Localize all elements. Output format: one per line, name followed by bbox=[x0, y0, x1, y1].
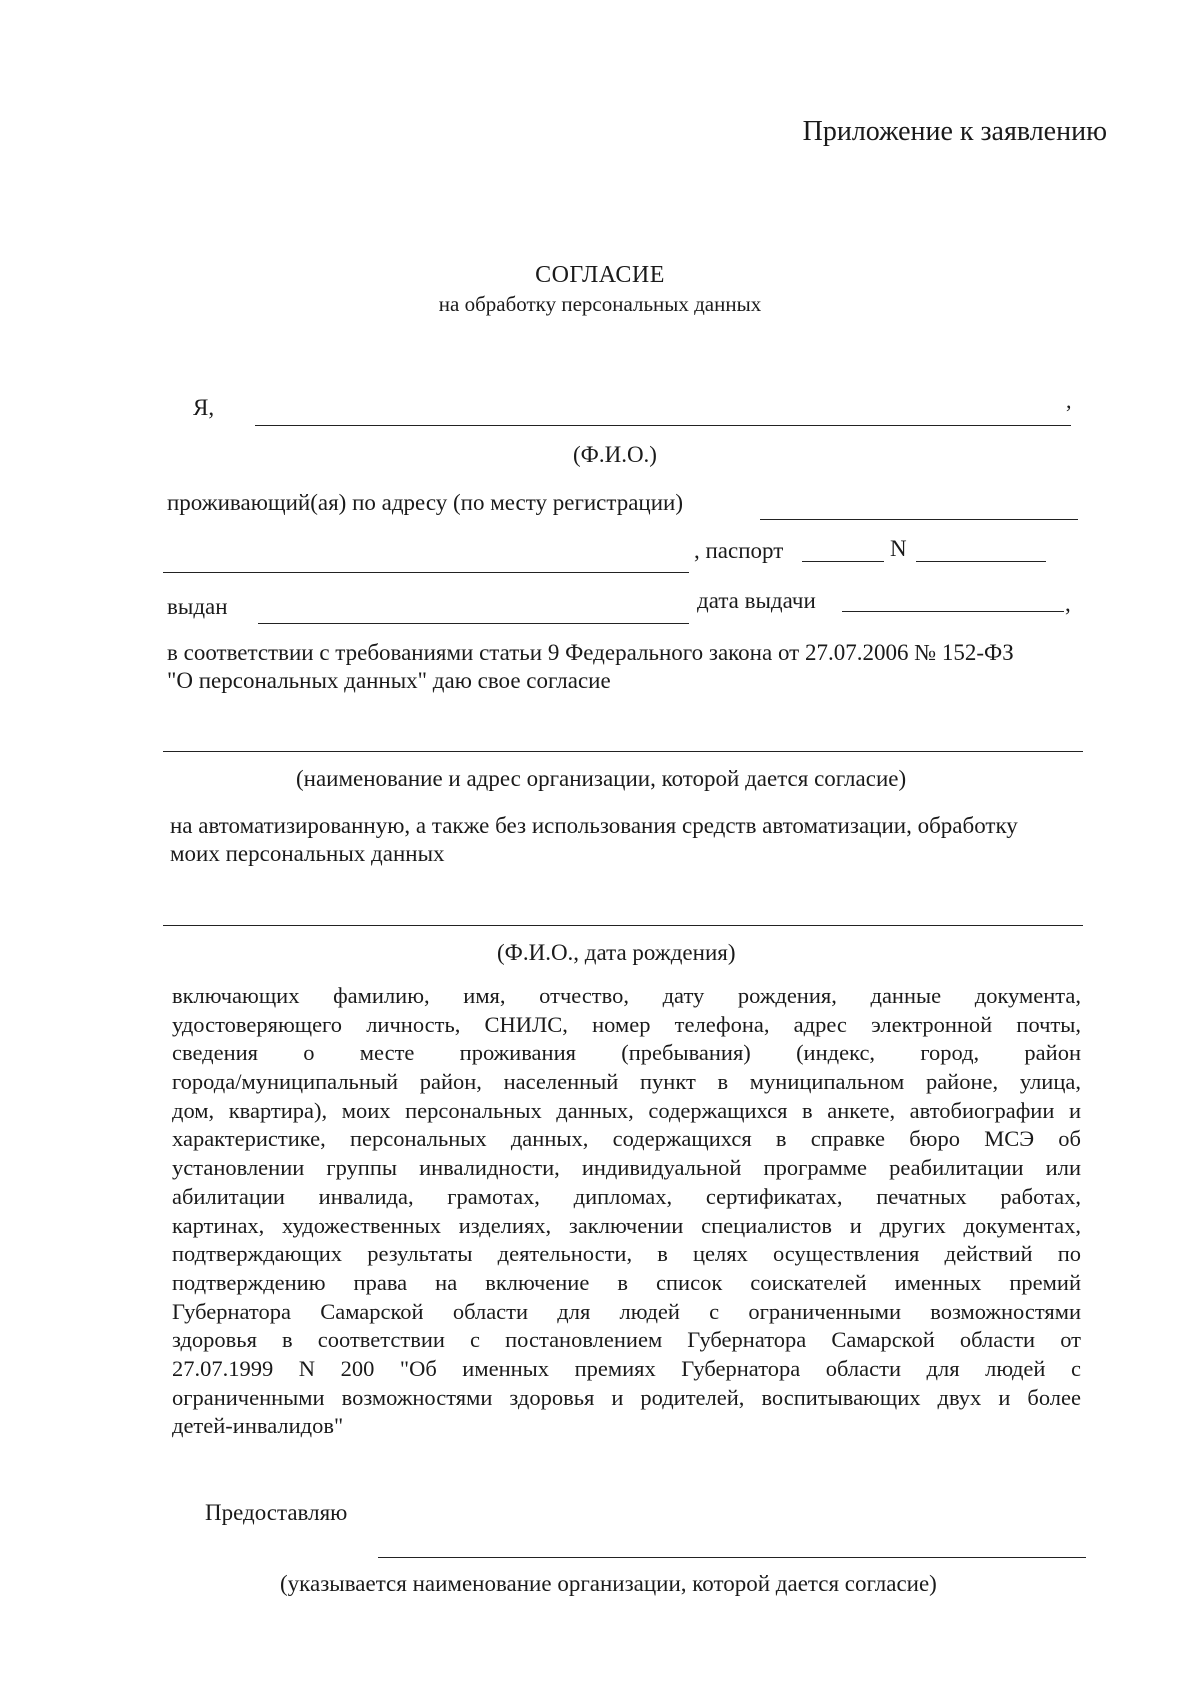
consent-body-text bbox=[172, 982, 1081, 1441]
body-line: дом, квартира), моих персональных данных, содержащихся в анкете, автобиографии и bbox=[172, 1097, 1081, 1123]
body-line: включающих фамилию, имя, отчество, дату рождения, данные документа, bbox=[172, 983, 1081, 1008]
issued-by-blank[interactable] bbox=[258, 623, 689, 624]
body-line: удостоверяющего личность, СНИЛС, номер телефона, адрес электронной почты, bbox=[172, 1011, 1081, 1037]
fio-caption: (Ф.И.О.) bbox=[573, 442, 657, 467]
organization-blank-line[interactable] bbox=[163, 751, 1083, 752]
appendix-label: Приложение к заявлению bbox=[802, 116, 1107, 147]
fio-dob-caption: (Ф.И.О., дата рождения) bbox=[497, 940, 736, 965]
passport-number-blank[interactable] bbox=[916, 561, 1046, 562]
passport-number-sign: N bbox=[890, 536, 907, 561]
address-blank-line-1[interactable] bbox=[760, 519, 1078, 520]
fio-blank-line[interactable] bbox=[255, 425, 1071, 426]
body-line: картинах, художественных изделиях, заключении специалистов и других документах, bbox=[172, 1212, 1081, 1238]
issued-label: выдан bbox=[167, 594, 228, 619]
fio-trailing-comma: , bbox=[1066, 388, 1072, 413]
fio-dob-blank-line[interactable] bbox=[163, 925, 1083, 926]
body-line: подтверждению права на включение в список соискателей именных премий bbox=[172, 1269, 1081, 1295]
consent-line-1: в соответствии с требованиями статьи 9 Федерального закона от 27.07.2006 № 152-ФЗ bbox=[167, 640, 1014, 665]
body-line: детей-инвалидов" bbox=[172, 1413, 344, 1439]
document-subtitle: на обработку персональных данных bbox=[438, 292, 762, 316]
consent-line-2: "О персональных данных" даю свое согласие bbox=[167, 668, 611, 693]
body-line: здоровья в соответствии с постановлением Губернатора Самарской области от bbox=[172, 1327, 1081, 1353]
body-line: сведения о месте проживания (пребывания) (индекс, город, район bbox=[172, 1040, 1081, 1066]
body-line: города/муниципальный район, населенный пункт в муниципальном районе, улица, bbox=[172, 1069, 1081, 1095]
organization-caption: (наименование и адрес организации, которой дается согласие) bbox=[296, 766, 907, 791]
issue-date-label: дата выдачи bbox=[697, 588, 816, 613]
ya-label: Я, bbox=[193, 395, 215, 420]
processing-line-1: на автоматизированную, а также без использования средств автоматизации, обработку bbox=[170, 813, 1018, 838]
document-title: СОГЛАСИЕ bbox=[535, 262, 665, 288]
provide-caption: (указывается наименование организации, которой дается согласие) bbox=[280, 1571, 937, 1596]
body-line: характеристике, персональных данных, содержащихся в справке бюро МСЭ об bbox=[172, 1126, 1081, 1152]
issue-date-comma: , bbox=[1065, 591, 1071, 616]
body-line: подтверждающих результаты деятельности, в целях осуществления действий по bbox=[172, 1241, 1081, 1267]
body-line: ограниченными возможностями здоровья и родителей, воспитывающих двух и более bbox=[172, 1384, 1081, 1410]
address-blank-line-2[interactable] bbox=[163, 572, 689, 573]
processing-line-2: моих персональных данных bbox=[170, 841, 445, 866]
issue-date-blank[interactable] bbox=[842, 611, 1064, 612]
passport-label: , паспорт bbox=[694, 538, 784, 563]
address-label: проживающий(ая) по адресу (по месту регистрации) bbox=[167, 490, 684, 515]
passport-series-blank[interactable] bbox=[802, 561, 884, 562]
body-line: Губернатора Самарской области для людей с ограниченными возможностями bbox=[172, 1298, 1081, 1324]
body-line: 27.07.1999 N 200 "Об именных премиях Губернатора области для людей с bbox=[172, 1355, 1081, 1381]
body-line: установлении группы инвалидности, индивидуальной программе реабилитации или bbox=[172, 1155, 1081, 1181]
body-line: абилитации инвалида, грамотах, дипломах, сертификатах, печатных работах, bbox=[172, 1183, 1081, 1209]
provide-label: Предоставляю bbox=[205, 1500, 348, 1525]
provide-blank-line[interactable] bbox=[378, 1557, 1086, 1558]
